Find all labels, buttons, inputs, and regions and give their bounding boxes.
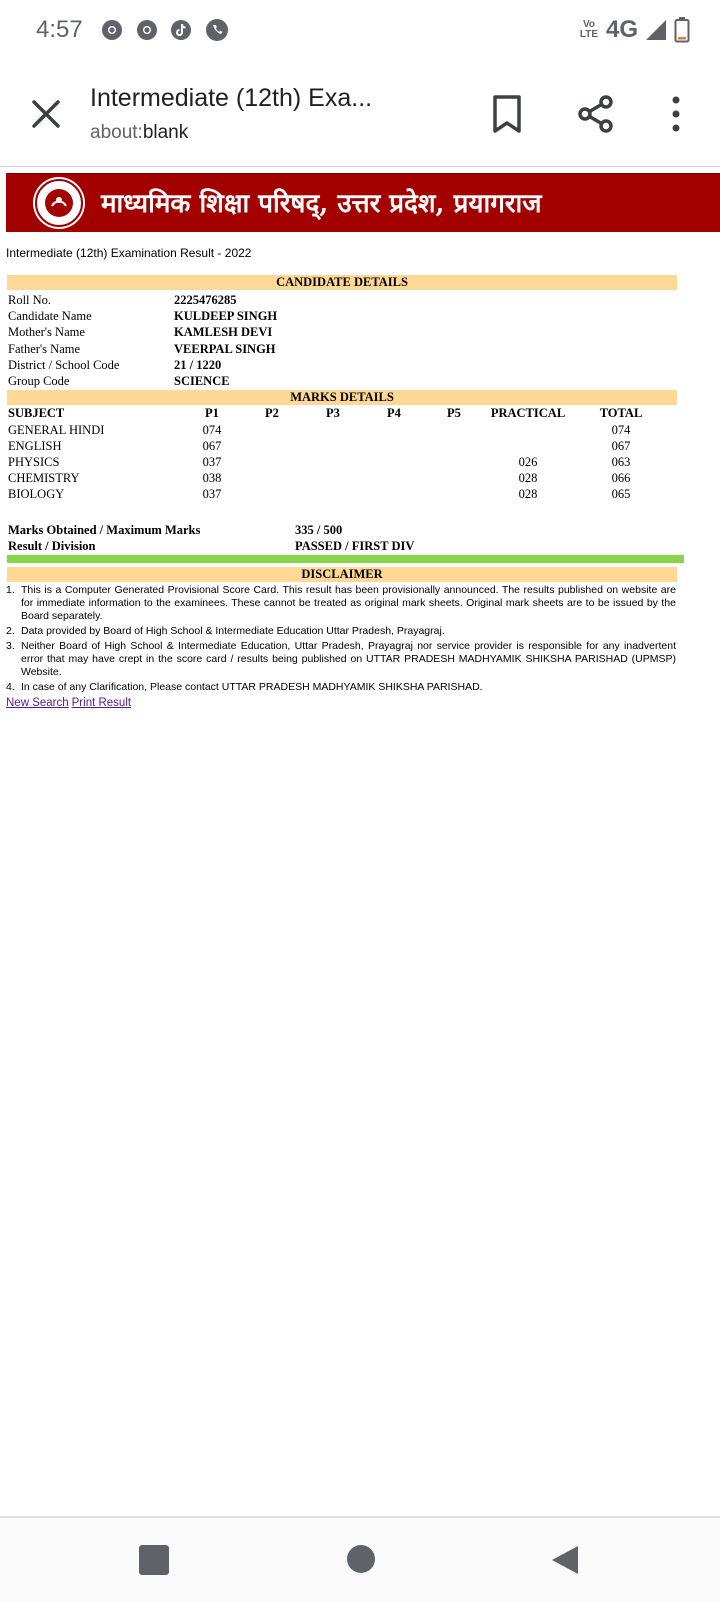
- disclaimer-item: [6, 681, 676, 694]
- item-text: This is a Computer Generated Provisional Score Card. This result has been provisionally announced. The results published on website are for immediate information to the examinees. These cannot be treated as original mark sheets. Original mark sheets are to be issued by the Board separately.: [21, 584, 676, 622]
- url-display: [90, 122, 188, 144]
- total-cell: 074: [611, 423, 631, 437]
- col-practical: PRACTICAL: [490, 406, 566, 420]
- field-label: Roll No.: [8, 293, 52, 307]
- url-path: blank: [142, 122, 189, 143]
- exam-title: Intermediate (12th) Examination Result - 2022: [6, 246, 252, 260]
- total-cell: 067: [611, 439, 631, 453]
- item-text: In case of any Clarification, Please contact UTTAR PRADESH MADHYAMIK SHIKSHA PARISHAD.: [21, 681, 483, 693]
- new-search-link[interactable]: New Search: [6, 697, 69, 709]
- item-text: Neither Board of High School & Intermediate Education, Uttar Pradesh, Prayagraj nor service provider is responsible for any inadvertent error that may have crept in the score card / results being published on UTTAR PRADESH MADHYAMIK SHIKSHA PARISHAD (UPMSP) Website.: [21, 640, 676, 678]
- disclaimer-item: [6, 640, 676, 679]
- page-tab-title: Intermediate (12th) Exa...: [90, 84, 373, 112]
- col-p5: P5: [447, 406, 461, 420]
- bookmark-icon[interactable]: [490, 94, 524, 134]
- divider-bar: [7, 555, 684, 563]
- result-label: Result / Division: [8, 539, 96, 553]
- col-subject: SUBJECT: [8, 406, 65, 420]
- share-icon[interactable]: [576, 94, 616, 134]
- subject-cell: BIOLOGY: [8, 487, 65, 501]
- status-bar: [0, 0, 720, 64]
- marks-row: [8, 470, 678, 486]
- back-button[interactable]: [550, 1544, 580, 1576]
- subject-cell: CHEMISTRY: [8, 471, 80, 485]
- marks-header-row: [8, 405, 678, 421]
- home-button[interactable]: [347, 1545, 375, 1573]
- battery-icon: [674, 17, 690, 43]
- field-label: Mother's Name: [8, 325, 85, 339]
- field-label: District / School Code: [8, 358, 120, 372]
- candidate-row: [8, 308, 678, 324]
- candidate-details-heading: CANDIDATE DETAILS: [7, 275, 677, 290]
- candidate-row: [8, 324, 678, 340]
- total-cell: 066: [611, 471, 631, 485]
- browser-toolbar: [0, 64, 720, 167]
- field-value: 2225476285: [174, 293, 237, 307]
- field-value: KULDEEP SINGH: [174, 309, 278, 323]
- col-p1: P1: [205, 406, 219, 420]
- marks-row: [8, 454, 678, 470]
- col-p4: P4: [387, 406, 401, 420]
- banner-title: माध्यमिक शिक्षा परिषद्, उत्तर प्रदेश, प्रयागराज: [101, 189, 542, 219]
- chrome-icon: [100, 18, 124, 42]
- disclaimer-item: [6, 625, 676, 638]
- field-value: VEERPAL SINGH: [174, 342, 276, 356]
- candidate-row: [8, 341, 678, 357]
- item-number: 2.: [6, 625, 15, 637]
- upmsp-logo: [32, 176, 86, 230]
- candidate-row: [8, 357, 678, 373]
- disclaimer-list: [6, 584, 676, 696]
- tiktok-icon: [169, 18, 193, 42]
- close-icon[interactable]: [26, 94, 66, 134]
- candidate-row: [8, 292, 678, 308]
- practical-cell: 026: [518, 455, 538, 469]
- subject-cell: ENGLISH: [8, 439, 62, 453]
- marks-obtained-label: Marks Obtained / Maximum Marks: [8, 523, 201, 537]
- field-value: KAMLESH DEVI: [174, 325, 273, 339]
- marks-details-heading: MARKS DETAILS: [7, 390, 677, 405]
- practical-cell: 028: [518, 487, 538, 501]
- system-nav-bar: [0, 1516, 720, 1602]
- network-type: 4G: [605, 16, 638, 43]
- field-label: Candidate Name: [8, 309, 92, 323]
- board-banner: [6, 173, 720, 232]
- volte-indicator: Vo LTE: [579, 19, 599, 40]
- field-label: Group Code: [8, 374, 70, 388]
- result-value: PASSED / FIRST DIV: [295, 539, 415, 553]
- chrome-icon: [135, 18, 159, 42]
- field-value: 21 / 1220: [174, 358, 222, 372]
- more-options-icon[interactable]: [662, 94, 690, 134]
- field-value: SCIENCE: [174, 374, 230, 388]
- subject-cell: GENERAL HINDI: [8, 423, 105, 437]
- p1-cell: 037: [202, 455, 222, 469]
- p1-cell: 067: [202, 439, 222, 453]
- status-right: [578, 16, 690, 44]
- total-cell: 065: [611, 487, 631, 501]
- subject-cell: PHYSICS: [8, 455, 60, 469]
- col-p2: P2: [265, 406, 279, 420]
- marks-row: [8, 438, 678, 454]
- disclaimer-heading: DISCLAIMER: [7, 567, 677, 582]
- total-cell: 063: [611, 455, 631, 469]
- recents-button[interactable]: [139, 1545, 169, 1575]
- p1-cell: 074: [202, 423, 222, 437]
- result-links: [6, 697, 134, 709]
- marks-row: [8, 486, 678, 502]
- candidate-row: [8, 373, 678, 389]
- field-label: Father's Name: [8, 342, 81, 356]
- marks-row: [8, 422, 678, 438]
- signal-icon: [644, 18, 668, 42]
- p1-cell: 038: [202, 471, 222, 485]
- p1-cell: 037: [202, 487, 222, 501]
- result-summary-row: [8, 538, 678, 554]
- item-text: Data provided by Board of High School & Intermediate Education Uttar Pradesh, Prayagraj.: [21, 625, 445, 637]
- status-time: 4:57: [36, 16, 83, 43]
- item-number: 3.: [6, 640, 15, 652]
- print-result-link[interactable]: Print Result: [71, 697, 132, 709]
- col-total: TOTAL: [599, 406, 643, 420]
- phone-icon: [205, 18, 229, 42]
- item-number: 4.: [6, 681, 15, 693]
- marks-obtained-value: 335 / 500: [295, 523, 343, 537]
- col-p3: P3: [326, 406, 340, 420]
- practical-cell: 028: [518, 471, 538, 485]
- url-scheme: about:: [90, 122, 143, 143]
- marks-summary-row: [8, 522, 678, 538]
- item-number: 1.: [6, 584, 15, 596]
- disclaimer-item: [6, 584, 676, 623]
